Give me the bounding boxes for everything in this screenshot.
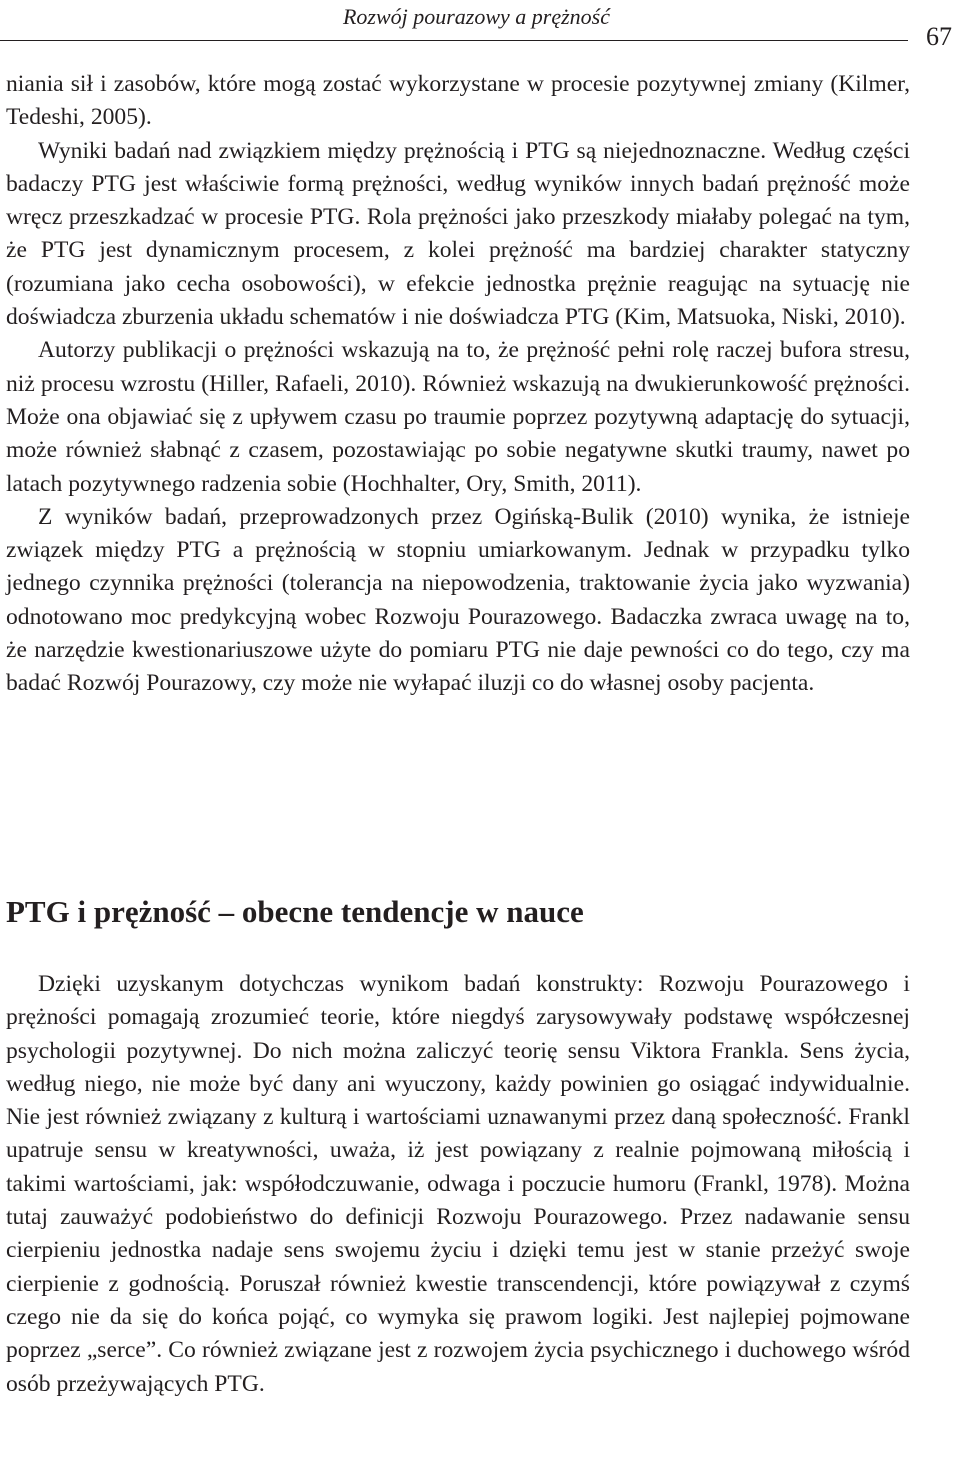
- header-rule: [0, 40, 908, 41]
- section-body: [6, 968, 910, 1401]
- page-number: 67: [926, 22, 952, 51]
- paragraph: Dzięki uzyskanym dotychczas wynikom badań konstrukty: Rozwoju Pourazowego i prężności pomagają zrozumieć teorie, które niegdyś zarysowywały podstawę współczesnej psychologii pozytywnej. Do nich można zaliczyć teorię sensu Viktora Frankla. Sens życia, według niego, nie może być dany ani wyuczony, każdy powinien go osiągać indywidualnie. Nie jest również związany z kulturą i wartościami uznawanymi przez daną społeczność. Frankl upatruje sensu w kreatywności, uważa, iż jest powiązany z realnie pojmowaną miłością i takimi wartościami, jak: współodczuwanie, odwaga i poczucie humoru (Frankl, 1978). Można tutaj zauważyć podobieństwo do definicji Rozwoju Pourazowego. Przez nadawanie sensu cierpieniu jednostka nadaje sens swojemu życiu i dzięki temu jest w stanie przeżyć swoje cierpienie z godnością. Poruszał również kwestie transcendencji, które powiązywał z czymś czego nie da się do końca pojąć, co wymyka się prawom logiki. Jest najlepiej pojmowane poprzez „serce”. Co również związane jest z rozwojem życia psychicznego i duchowego wśród osób przeżywających PTG.: [6, 971, 910, 1397]
- paragraph: Z wyników badań, przeprowadzonych przez Ogińską-Bulik (2010) wynika, że istnieje związek między PTG a prężnością w stopniu umiarkowanym. Jednak w przypadku tylko jednego czynnika prężności (tolerancja na niepowodzenia, traktowanie życia jako wyzwania) odnotowano moc predykcyjną wobec Rozwoju Pourazowego. Badaczka zwraca uwagę na to, że narzędzie kwestionariuszowe użyte do pomiaru PTG nie daje pewności co do tego, czy ma badać Rozwój Pourazowy, czy może nie wyłapać iluzji co do własnej osoby pacjenta.: [6, 503, 910, 697]
- running-title: Rozwój pourazowy a prężność: [342, 4, 610, 29]
- paragraph: Autorzy publikacji o prężności wskazują na to, że prężność pełni rolę raczej bufora stresu, niż procesu wzrostu (Hiller, Rafaeli, 2010). Również wskazują na dwukierunkowość prężności. Może ona objawiać się z upływem czasu po traumie poprzez pozytywną adaptację do sytuacji, może również słabnąć z czasem, pozostawiając po sobie negatywne skutki traumy, nawet po latach pozytywnego radzenia sobie (Hochhalter, Ory, Smith, 2011).: [6, 337, 910, 497]
- paragraph: Wyniki badań nad związkiem między prężnością i PTG są niejednoznaczne. Według części badaczy PTG jest właściwie formą prężności, według wyników innych badań prężność może wręcz przeszkadzać w procesie PTG. Rola prężności jako przeszkody miałaby polegać na tym, że PTG jest dynamicznym procesem, z kolei prężność ma bardziej charakter statyczny (rozumiana jako cecha osobowości), w efekcie jednostka prężnie reagując na sytuację nie doświadcza zburzenia układu schematów i nie doświadcza PTG (Kim, Matsuoka, Niski, 2010).: [6, 137, 910, 331]
- section-heading: PTG i prężność – obecne tendencje w nauce: [6, 894, 584, 929]
- paragraph-continuation: niania sił i zasobów, które mogą zostać wykorzystane w procesie pozytywnej zmiany (Kilmer, Tedeshi, 2005).: [6, 71, 910, 131]
- body-text: [6, 68, 910, 701]
